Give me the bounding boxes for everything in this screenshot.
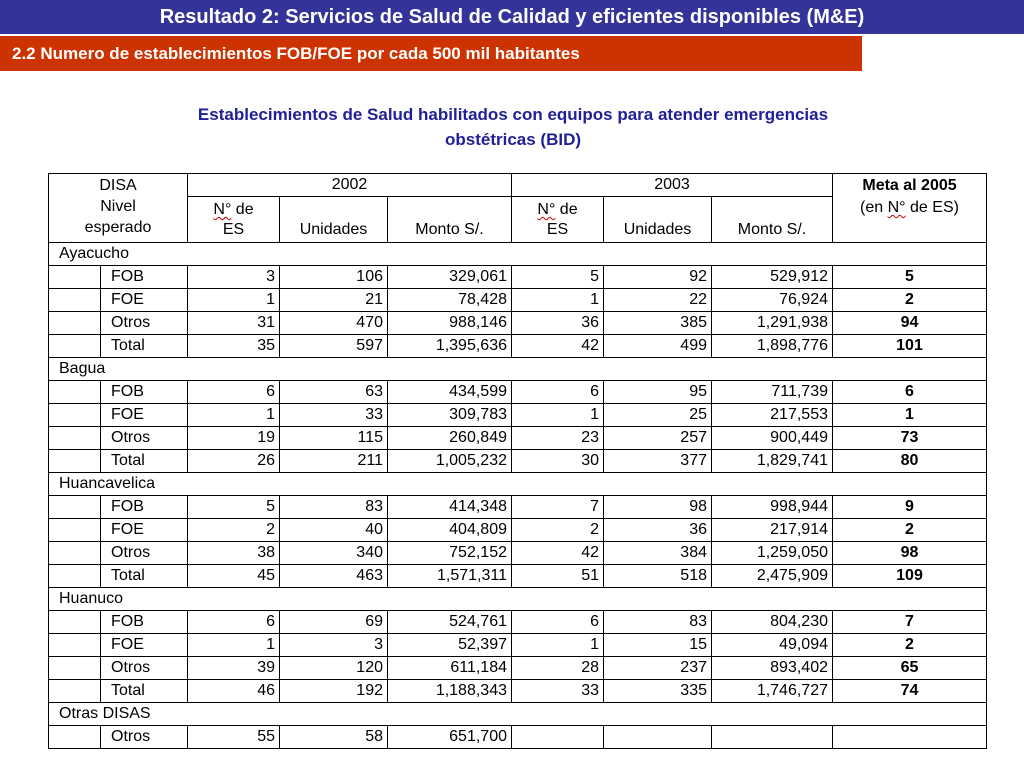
cell-unidades-2002: 58 (280, 726, 388, 749)
cell-monto-2003: 998,944 (712, 496, 833, 519)
cell-unidades-2003: 15 (604, 634, 712, 657)
table-row (49, 381, 987, 404)
cell-meta: 7 (833, 611, 987, 634)
cell-level: FOB (101, 381, 188, 404)
group-row (49, 358, 987, 381)
cell-monto-2003: 217,553 (712, 404, 833, 427)
indent-cell (49, 381, 101, 404)
table-row (49, 404, 987, 427)
cell-n-2003: 5 (512, 266, 604, 289)
table-body (49, 243, 987, 749)
cell-level: FOB (101, 496, 188, 519)
cell-meta: 2 (833, 519, 987, 542)
cell-n-2002: 26 (188, 450, 280, 473)
cell-level: Total (101, 565, 188, 588)
table-row (49, 519, 987, 542)
cell-level: Otros (101, 312, 188, 335)
cell-monto-2002: 260,849 (388, 427, 512, 450)
cell-level: FOE (101, 634, 188, 657)
indent-cell (49, 565, 101, 588)
cell-unidades-2002: 69 (280, 611, 388, 634)
cell-unidades-2003: 22 (604, 289, 712, 312)
table-row (49, 726, 987, 749)
cell-unidades-2003: 36 (604, 519, 712, 542)
cell-unidades-2002: 21 (280, 289, 388, 312)
cell-n-2003: 1 (512, 289, 604, 312)
cell-meta: 101 (833, 335, 987, 358)
cell-level: FOE (101, 519, 188, 542)
cell-n-2003: 6 (512, 611, 604, 634)
cell-monto-2002: 752,152 (388, 542, 512, 565)
cell-unidades-2003: 385 (604, 312, 712, 335)
header-unidades-2003: Unidades (604, 197, 712, 243)
group-name: Otras DISAS (49, 703, 987, 726)
cell-n-2002: 6 (188, 381, 280, 404)
cell-meta: 94 (833, 312, 987, 335)
cell-monto-2003: 529,912 (712, 266, 833, 289)
cell-n-2002: 1 (188, 404, 280, 427)
cell-unidades-2002: 470 (280, 312, 388, 335)
header-monto-2002: Monto S/. (388, 197, 512, 243)
cell-unidades-2003: 83 (604, 611, 712, 634)
cell-monto-2002: 524,761 (388, 611, 512, 634)
cell-n-2002: 6 (188, 611, 280, 634)
cell-meta: 5 (833, 266, 987, 289)
table-row (49, 266, 987, 289)
table-row (49, 335, 987, 358)
header-meta (833, 174, 987, 243)
table-title (60, 102, 966, 152)
table-row (49, 680, 987, 703)
header-year-2002: 2002 (188, 174, 512, 197)
cell-monto-2002: 1,005,232 (388, 450, 512, 473)
group-name: Huancavelica (49, 473, 987, 496)
header-disa-line2: Nivel (100, 198, 136, 215)
cell-meta (833, 726, 987, 749)
cell-n-2002: 2 (188, 519, 280, 542)
table-header (49, 174, 987, 243)
indent-cell (49, 496, 101, 519)
cell-monto-2002: 434,599 (388, 381, 512, 404)
cell-monto-2003: 1,291,938 (712, 312, 833, 335)
cell-monto-2002: 1,571,311 (388, 565, 512, 588)
cell-unidades-2003: 335 (604, 680, 712, 703)
table-row (49, 427, 987, 450)
cell-meta: 9 (833, 496, 987, 519)
cell-level: Total (101, 450, 188, 473)
cell-monto-2002: 52,397 (388, 634, 512, 657)
indent-cell (49, 335, 101, 358)
cell-unidades-2002: 63 (280, 381, 388, 404)
indent-cell (49, 680, 101, 703)
cell-level: FOB (101, 266, 188, 289)
header-meta-line2: (en N° de ES) (860, 199, 959, 216)
cell-level: Otros (101, 657, 188, 680)
cell-unidades-2003: 25 (604, 404, 712, 427)
cell-monto-2003: 711,739 (712, 381, 833, 404)
cell-meta: 6 (833, 381, 987, 404)
group-row (49, 473, 987, 496)
cell-monto-2002: 1,395,636 (388, 335, 512, 358)
cell-unidades-2002: 83 (280, 496, 388, 519)
cell-meta: 1 (833, 404, 987, 427)
cell-unidades-2002: 463 (280, 565, 388, 588)
cell-unidades-2003: 257 (604, 427, 712, 450)
table-row (49, 450, 987, 473)
cell-n-2002: 1 (188, 634, 280, 657)
indent-cell (49, 657, 101, 680)
cell-meta: 2 (833, 289, 987, 312)
indent-cell (49, 634, 101, 657)
cell-unidades-2003: 92 (604, 266, 712, 289)
cell-level: Total (101, 335, 188, 358)
cell-monto-2003: 900,449 (712, 427, 833, 450)
cell-monto-2002: 414,348 (388, 496, 512, 519)
cell-monto-2003: 1,898,776 (712, 335, 833, 358)
cell-n-2002: 35 (188, 335, 280, 358)
cell-level: FOE (101, 289, 188, 312)
cell-unidades-2003: 98 (604, 496, 712, 519)
indent-cell (49, 450, 101, 473)
indent-cell (49, 726, 101, 749)
header-disa (49, 174, 188, 243)
indent-cell (49, 427, 101, 450)
header-disa-line3: esperado (84, 219, 152, 236)
table-row (49, 312, 987, 335)
table-row (49, 289, 987, 312)
cell-monto-2002: 611,184 (388, 657, 512, 680)
cell-n-2003 (512, 726, 604, 749)
cell-unidades-2002: 340 (280, 542, 388, 565)
indent-cell (49, 312, 101, 335)
cell-monto-2003: 217,914 (712, 519, 833, 542)
cell-n-2003: 2 (512, 519, 604, 542)
cell-meta: 98 (833, 542, 987, 565)
indent-cell (49, 289, 101, 312)
table-title-line1: Establecimientos de Salud habilitados con equipos para atender emergencias (197, 105, 829, 124)
cell-n-2003: 28 (512, 657, 604, 680)
cell-n-2002: 19 (188, 427, 280, 450)
cell-monto-2003: 1,259,050 (712, 542, 833, 565)
cell-unidades-2002: 33 (280, 404, 388, 427)
cell-monto-2003: 1,746,727 (712, 680, 833, 703)
cell-monto-2003: 1,829,741 (712, 450, 833, 473)
cell-n-2003: 33 (512, 680, 604, 703)
header-monto-2003: Monto S/. (712, 197, 833, 243)
table-row (49, 496, 987, 519)
group-name: Bagua (49, 358, 987, 381)
table-row (49, 542, 987, 565)
cell-n-2003: 51 (512, 565, 604, 588)
cell-n-2003: 30 (512, 450, 604, 473)
group-row (49, 588, 987, 611)
cell-monto-2002: 309,783 (388, 404, 512, 427)
cell-monto-2003: 76,924 (712, 289, 833, 312)
group-name: Huanuco (49, 588, 987, 611)
table-row (49, 565, 987, 588)
cell-monto-2003: 893,402 (712, 657, 833, 680)
cell-monto-2003: 804,230 (712, 611, 833, 634)
cell-monto-2003: 2,475,909 (712, 565, 833, 588)
header-disa-line1: DISA (99, 177, 137, 194)
cell-unidades-2002: 115 (280, 427, 388, 450)
cell-n-2003: 36 (512, 312, 604, 335)
cell-unidades-2003 (604, 726, 712, 749)
table-title-line2: obstétricas (BID) (444, 130, 582, 149)
cell-level: Otros (101, 726, 188, 749)
cell-monto-2002: 988,146 (388, 312, 512, 335)
cell-meta: 65 (833, 657, 987, 680)
cell-level: Total (101, 680, 188, 703)
cell-n-2002: 46 (188, 680, 280, 703)
cell-monto-2002: 1,188,343 (388, 680, 512, 703)
cell-meta: 109 (833, 565, 987, 588)
group-name: Ayacucho (49, 243, 987, 266)
indent-cell (49, 266, 101, 289)
cell-n-2003: 1 (512, 404, 604, 427)
cell-unidades-2003: 377 (604, 450, 712, 473)
cell-n-2002: 38 (188, 542, 280, 565)
cell-unidades-2003: 95 (604, 381, 712, 404)
cell-n-2002: 39 (188, 657, 280, 680)
cell-unidades-2003: 237 (604, 657, 712, 680)
cell-level: Otros (101, 427, 188, 450)
cell-n-2003: 6 (512, 381, 604, 404)
cell-n-2002: 45 (188, 565, 280, 588)
group-row (49, 243, 987, 266)
cell-n-2002: 31 (188, 312, 280, 335)
cell-unidades-2002: 106 (280, 266, 388, 289)
cell-unidades-2002: 192 (280, 680, 388, 703)
cell-unidades-2003: 518 (604, 565, 712, 588)
indent-cell (49, 519, 101, 542)
cell-meta: 80 (833, 450, 987, 473)
cell-n-2002: 1 (188, 289, 280, 312)
cell-monto-2003 (712, 726, 833, 749)
table-row (49, 657, 987, 680)
indent-cell (49, 404, 101, 427)
header-meta-line1: Meta al 2005 (862, 177, 957, 194)
cell-monto-2002: 404,809 (388, 519, 512, 542)
cell-n-2003: 1 (512, 634, 604, 657)
cell-n-2003: 7 (512, 496, 604, 519)
cell-level: FOB (101, 611, 188, 634)
data-table (48, 173, 987, 749)
header-year-2003: 2003 (512, 174, 833, 197)
cell-n-2002: 5 (188, 496, 280, 519)
cell-unidades-2002: 211 (280, 450, 388, 473)
cell-meta: 74 (833, 680, 987, 703)
cell-monto-2002: 78,428 (388, 289, 512, 312)
table-row (49, 611, 987, 634)
cell-meta: 73 (833, 427, 987, 450)
cell-meta: 2 (833, 634, 987, 657)
header-nes-2003: N° de ES (512, 197, 604, 243)
cell-n-2003: 42 (512, 335, 604, 358)
table-row (49, 634, 987, 657)
cell-unidades-2002: 120 (280, 657, 388, 680)
slide-subtitle: 2.2 Numero de establecimientos FOB/FOE por cada 500 mil habitantes (0, 36, 862, 71)
group-row (49, 703, 987, 726)
cell-n-2003: 23 (512, 427, 604, 450)
indent-cell (49, 611, 101, 634)
slide-title: Resultado 2: Servicios de Salud de Calidad y eficientes disponibles (M&E) (0, 0, 1024, 34)
cell-unidades-2002: 40 (280, 519, 388, 542)
cell-n-2002: 55 (188, 726, 280, 749)
cell-unidades-2002: 597 (280, 335, 388, 358)
header-unidades-2002: Unidades (280, 197, 388, 243)
cell-monto-2002: 651,700 (388, 726, 512, 749)
cell-level: Otros (101, 542, 188, 565)
cell-unidades-2002: 3 (280, 634, 388, 657)
header-nes-2002: N° de ES (188, 197, 280, 243)
cell-monto-2003: 49,094 (712, 634, 833, 657)
cell-n-2002: 3 (188, 266, 280, 289)
cell-unidades-2003: 384 (604, 542, 712, 565)
cell-level: FOE (101, 404, 188, 427)
cell-unidades-2003: 499 (604, 335, 712, 358)
cell-monto-2002: 329,061 (388, 266, 512, 289)
cell-n-2003: 42 (512, 542, 604, 565)
indent-cell (49, 542, 101, 565)
